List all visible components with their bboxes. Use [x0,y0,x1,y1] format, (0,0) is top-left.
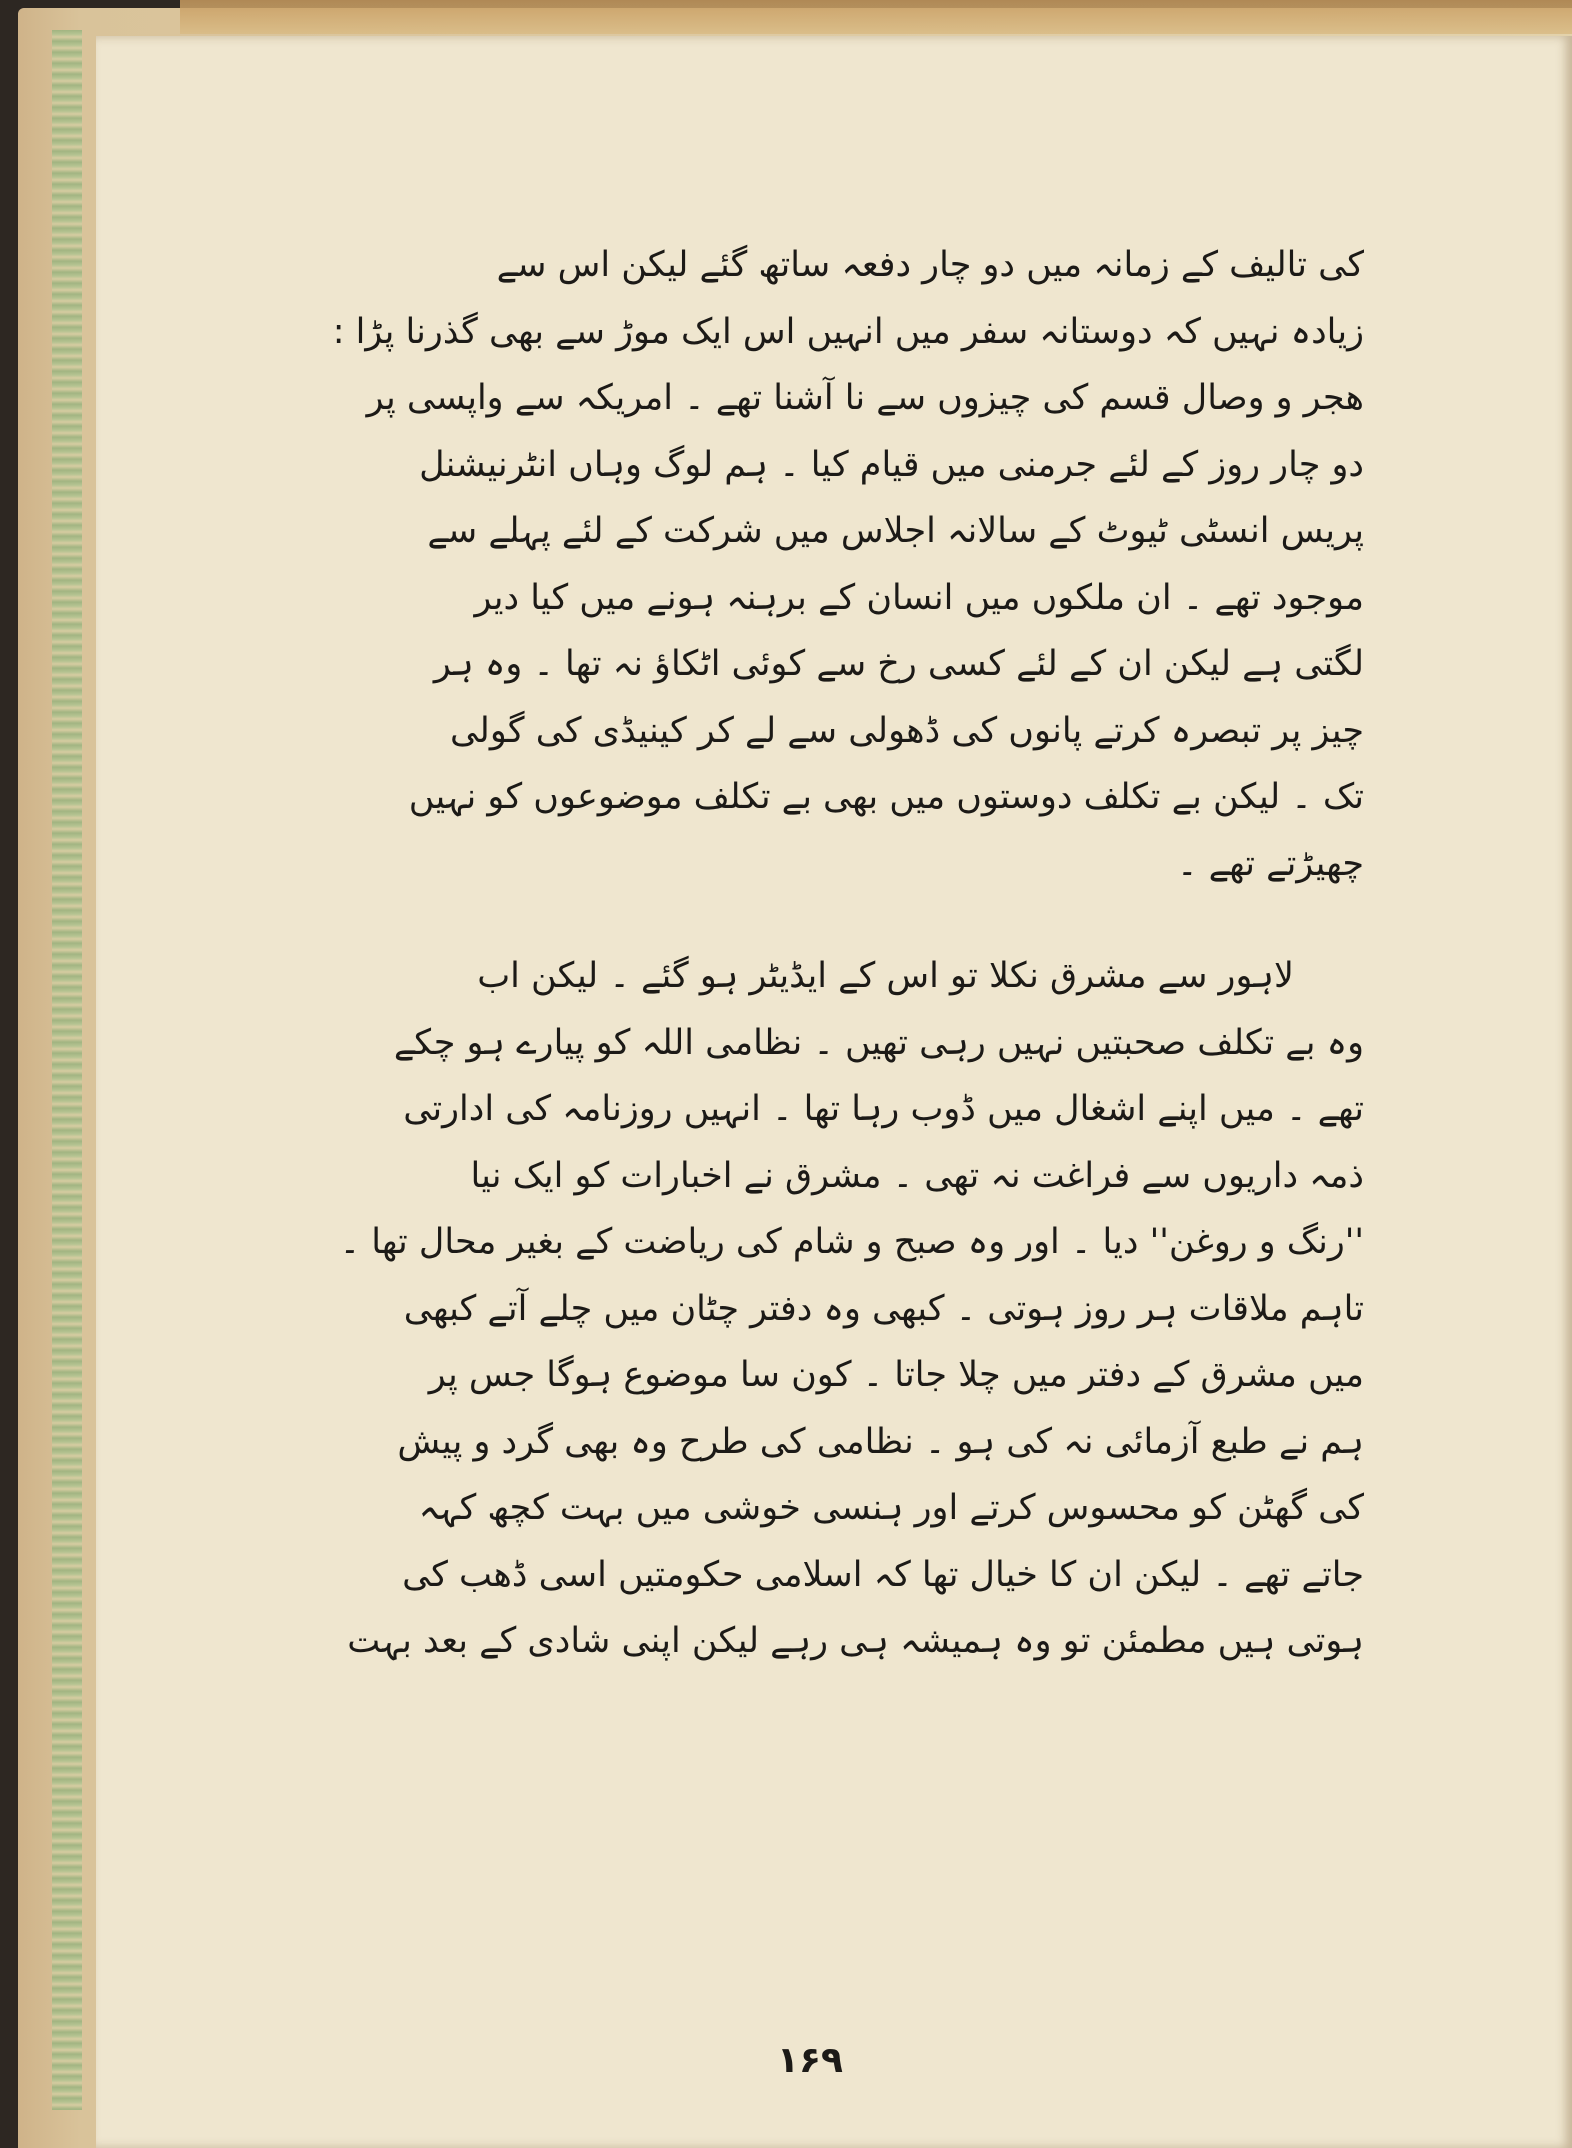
text-line: وہ بے تکلف صحبتیں نہیں رہی تھیں ۔ نظامی اللہ کو پیارے ہو چکے [393,1022,1364,1063]
text-line: کی تالیف کے زمانہ میں دو چار دفعہ ساتھ گئے لیکن اس سے [496,245,1364,285]
body-text [234,232,1364,1675]
text-line: چیز پر تبصرہ کرتے پانوں کی ڈھولی سے لے کر کینیڈی کی گولی [450,710,1364,751]
text-line: ذمہ داریوں سے فراغت نہ تھی ۔ مشرق نے اخبارات کو ایک نیا [470,1155,1364,1196]
text-line: کی گھٹن کو محسوس کرتے اور ہنسی خوشی میں بہت کچھ کہہ [418,1488,1364,1528]
top-stain [180,0,1572,34]
paragraph-gap [234,897,1364,943]
text-line: تاہم ملاقات ہر روز ہوتی ۔ کبھی وہ دفتر چٹان میں چلے آتے کبھی [403,1288,1364,1329]
text-line: لاہور سے مشرق نکلا تو اس کے ایڈیٹر ہو گئے ۔ لیکن اب [477,956,1294,996]
text-line: موجود تھے ۔ ان ملکوں میں انسان کے برہنہ ہونے میں کیا دیر [474,577,1364,618]
text-line: دو چار روز کے لئے جرمنی میں قیام کیا ۔ ہم لوگ وہاں انٹرنیشنل [419,444,1364,485]
text-line: پریس انسٹی ٹیوٹ کے سالانہ اجلاس میں شرکت کے لئے پہلے سے [427,511,1364,551]
paragraph-1 [234,232,1364,897]
text-line: میں مشرق کے دفتر میں چلا جاتا ۔ کون سا موضوع ہوگا جس پر [428,1355,1364,1395]
text-line: ہم نے طبع آزمائی نہ کی ہو ۔ نظامی کی طرح وہ بھی گرد و پیش [397,1421,1364,1462]
text-line: ''رنگ و روغن'' دیا ۔ اور وہ صبح و شام کی ریاضت کے بغیر محال تھا ۔ [339,1222,1364,1262]
text-line: لگتی ہے لیکن ان کے لئے کسی رخ سے کوئی اٹکاؤ نہ تھا ۔ وہ ہر [433,644,1364,684]
decorative-border [52,30,82,2110]
text-line: چھیڑتے تھے ۔ [1176,843,1364,884]
text-line: ھجر و وصال قسم کی چیزوں سے نا آشنا تھے ۔ امریکہ سے واپسی پر [366,378,1364,418]
text-line: تھے ۔ میں اپنے اشغال میں ڈوب رہا تھا ۔ انہیں روزنامہ کی ادارتی [403,1089,1364,1129]
text-line: جاتے تھے ۔ لیکن ان کا خیال تھا کہ اسلامی حکومتیں اسی ڈھب کی [402,1554,1364,1595]
text-line: تک ۔ لیکن بے تکلف دوستوں میں بھی بے تکلف موضوعوں کو نہیں [408,777,1364,817]
paragraph-2 [234,943,1364,1675]
page-number: ۱۶۹ [777,2040,843,2081]
text-line: ہوتی ہیں مطمئن تو وہ ہمیشہ ہی رہے لیکن اپنی شادی کے بعد بہت [347,1621,1364,1661]
text-line: زیادہ نہیں کہ دوستانہ سفر میں انہیں اس ایک موڑ سے بھی گذرنا پڑا : [332,311,1364,352]
